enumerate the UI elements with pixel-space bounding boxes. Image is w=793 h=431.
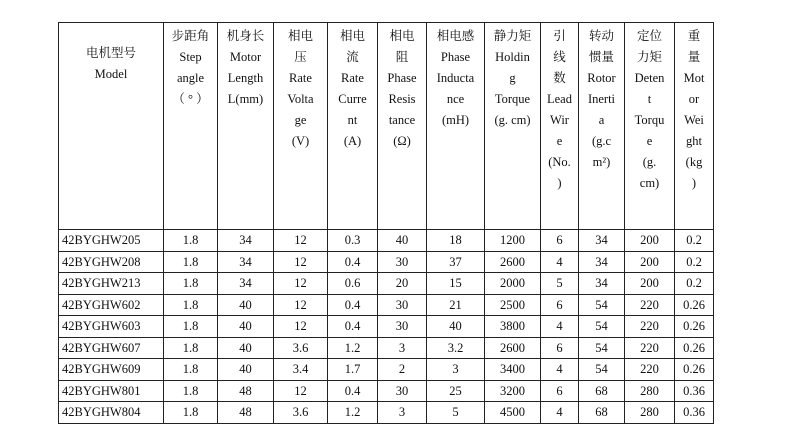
cell-motor-length: 34 bbox=[218, 251, 274, 273]
cell-detent-torque: 280 bbox=[625, 402, 675, 424]
cell-rotor-inertia: 54 bbox=[579, 337, 625, 359]
header-detent-torque bbox=[625, 23, 675, 230]
header-phase-resistance-label: 相电 阻 Phase Resis tance (Ω) bbox=[387, 29, 417, 148]
cell-phase-inductance: 3.2 bbox=[427, 337, 485, 359]
cell-phase-resistance: 30 bbox=[378, 316, 427, 338]
cell-rate-voltage: 12 bbox=[274, 294, 328, 316]
cell-step-angle: 1.8 bbox=[164, 230, 218, 252]
header-phase-inductance bbox=[427, 23, 485, 230]
cell-lead-wire: 4 bbox=[541, 402, 579, 424]
cell-phase-resistance: 40 bbox=[378, 230, 427, 252]
cell-phase-resistance: 30 bbox=[378, 251, 427, 273]
cell-motor-weight: 0.36 bbox=[675, 402, 714, 424]
cell-rotor-inertia: 34 bbox=[579, 230, 625, 252]
cell-model: 42BYGHW801 bbox=[59, 380, 164, 402]
cell-detent-torque: 200 bbox=[625, 273, 675, 295]
cell-motor-weight: 0.26 bbox=[675, 337, 714, 359]
cell-model: 42BYGHW213 bbox=[59, 273, 164, 295]
cell-holding-torque: 3200 bbox=[485, 380, 541, 402]
cell-rate-voltage: 12 bbox=[274, 230, 328, 252]
cell-motor-length: 40 bbox=[218, 294, 274, 316]
cell-phase-resistance: 2 bbox=[378, 359, 427, 381]
cell-rate-current: 0.4 bbox=[328, 380, 378, 402]
cell-motor-length: 48 bbox=[218, 380, 274, 402]
cell-phase-inductance: 25 bbox=[427, 380, 485, 402]
cell-phase-inductance: 15 bbox=[427, 273, 485, 295]
cell-motor-weight: 0.26 bbox=[675, 316, 714, 338]
motor-spec-table bbox=[58, 22, 714, 424]
table-row bbox=[59, 251, 714, 273]
cell-motor-weight: 0.26 bbox=[675, 294, 714, 316]
header-model bbox=[59, 23, 164, 230]
cell-model: 42BYGHW208 bbox=[59, 251, 164, 273]
cell-phase-inductance: 3 bbox=[427, 359, 485, 381]
cell-detent-torque: 220 bbox=[625, 294, 675, 316]
cell-phase-resistance: 30 bbox=[378, 294, 427, 316]
cell-lead-wire: 5 bbox=[541, 273, 579, 295]
header-row bbox=[59, 23, 714, 230]
cell-step-angle: 1.8 bbox=[164, 402, 218, 424]
cell-rotor-inertia: 54 bbox=[579, 359, 625, 381]
cell-lead-wire: 4 bbox=[541, 316, 579, 338]
table-row bbox=[59, 402, 714, 424]
cell-motor-length: 48 bbox=[218, 402, 274, 424]
cell-holding-torque: 4500 bbox=[485, 402, 541, 424]
cell-step-angle: 1.8 bbox=[164, 273, 218, 295]
cell-holding-torque: 1200 bbox=[485, 230, 541, 252]
cell-rate-voltage: 12 bbox=[274, 251, 328, 273]
cell-step-angle: 1.8 bbox=[164, 337, 218, 359]
cell-rate-current: 0.4 bbox=[328, 251, 378, 273]
header-rate-voltage bbox=[274, 23, 328, 230]
cell-detent-torque: 200 bbox=[625, 230, 675, 252]
table-row bbox=[59, 230, 714, 252]
cell-motor-weight: 0.2 bbox=[675, 230, 714, 252]
cell-rate-voltage: 3.4 bbox=[274, 359, 328, 381]
cell-rate-voltage: 12 bbox=[274, 273, 328, 295]
cell-phase-inductance: 21 bbox=[427, 294, 485, 316]
cell-model: 42BYGHW602 bbox=[59, 294, 164, 316]
cell-step-angle: 1.8 bbox=[164, 359, 218, 381]
header-rate-voltage-label: 相电 压 Rate Volta ge (V) bbox=[287, 29, 314, 148]
cell-rotor-inertia: 34 bbox=[579, 273, 625, 295]
cell-lead-wire: 6 bbox=[541, 294, 579, 316]
cell-rate-current: 0.3 bbox=[328, 230, 378, 252]
cell-motor-length: 34 bbox=[218, 273, 274, 295]
header-rotor-inertia bbox=[579, 23, 625, 230]
cell-phase-resistance: 20 bbox=[378, 273, 427, 295]
cell-rate-voltage: 12 bbox=[274, 380, 328, 402]
cell-model: 42BYGHW205 bbox=[59, 230, 164, 252]
header-motor-length bbox=[218, 23, 274, 230]
header-rate-current bbox=[328, 23, 378, 230]
cell-motor-length: 40 bbox=[218, 316, 274, 338]
cell-step-angle: 1.8 bbox=[164, 251, 218, 273]
cell-rotor-inertia: 34 bbox=[579, 251, 625, 273]
header-model-label: 电机型号 Model bbox=[85, 46, 136, 81]
cell-lead-wire: 4 bbox=[541, 359, 579, 381]
cell-rate-current: 1.7 bbox=[328, 359, 378, 381]
cell-rate-voltage: 3.6 bbox=[274, 337, 328, 359]
cell-detent-torque: 200 bbox=[625, 251, 675, 273]
cell-detent-torque: 220 bbox=[625, 359, 675, 381]
cell-phase-resistance: 3 bbox=[378, 337, 427, 359]
cell-holding-torque: 3800 bbox=[485, 316, 541, 338]
cell-rotor-inertia: 68 bbox=[579, 380, 625, 402]
cell-step-angle: 1.8 bbox=[164, 380, 218, 402]
header-rate-current-label: 相电 流 Rate Curre nt (A) bbox=[338, 29, 367, 148]
cell-step-angle: 1.8 bbox=[164, 316, 218, 338]
cell-detent-torque: 280 bbox=[625, 380, 675, 402]
table-row bbox=[59, 337, 714, 359]
header-motor-weight-label: 重 量 Mot or Wei ght (kg ) bbox=[683, 29, 705, 190]
table-row bbox=[59, 380, 714, 402]
cell-phase-inductance: 18 bbox=[427, 230, 485, 252]
cell-lead-wire: 6 bbox=[541, 380, 579, 402]
cell-rate-current: 0.4 bbox=[328, 316, 378, 338]
cell-model: 42BYGHW607 bbox=[59, 337, 164, 359]
cell-model: 42BYGHW609 bbox=[59, 359, 164, 381]
cell-holding-torque: 2000 bbox=[485, 273, 541, 295]
cell-phase-inductance: 40 bbox=[427, 316, 485, 338]
cell-holding-torque: 3400 bbox=[485, 359, 541, 381]
cell-lead-wire: 4 bbox=[541, 251, 579, 273]
cell-motor-length: 40 bbox=[218, 359, 274, 381]
cell-lead-wire: 6 bbox=[541, 230, 579, 252]
table-row bbox=[59, 273, 714, 295]
cell-holding-torque: 2600 bbox=[485, 251, 541, 273]
cell-holding-torque: 2600 bbox=[485, 337, 541, 359]
cell-rotor-inertia: 68 bbox=[579, 402, 625, 424]
cell-phase-inductance: 37 bbox=[427, 251, 485, 273]
header-phase-inductance-label: 相电感 Phase Inducta nce (mH) bbox=[436, 29, 475, 127]
header-holding-torque-label: 静力矩 Holdin g Torque (g. cm) bbox=[493, 29, 532, 127]
cell-motor-weight: 0.2 bbox=[675, 251, 714, 273]
header-step-angle-label: 步距角 Step angle （ ° ） bbox=[171, 29, 210, 106]
cell-rate-current: 1.2 bbox=[328, 337, 378, 359]
header-holding-torque bbox=[485, 23, 541, 230]
cell-motor-weight: 0.36 bbox=[675, 380, 714, 402]
header-step-angle bbox=[164, 23, 218, 230]
cell-rate-voltage: 12 bbox=[274, 316, 328, 338]
table-row bbox=[59, 294, 714, 316]
table-row bbox=[59, 316, 714, 338]
table-row bbox=[59, 359, 714, 381]
cell-model: 42BYGHW603 bbox=[59, 316, 164, 338]
cell-rate-current: 0.4 bbox=[328, 294, 378, 316]
cell-holding-torque: 2500 bbox=[485, 294, 541, 316]
cell-rate-current: 0.6 bbox=[328, 273, 378, 295]
cell-motor-weight: 0.26 bbox=[675, 359, 714, 381]
header-lead-wire-label: 引 线 数 Lead Wir e (No. ) bbox=[547, 29, 572, 190]
cell-motor-length: 40 bbox=[218, 337, 274, 359]
cell-detent-torque: 220 bbox=[625, 316, 675, 338]
cell-rate-voltage: 3.6 bbox=[274, 402, 328, 424]
cell-phase-inductance: 5 bbox=[427, 402, 485, 424]
header-lead-wire bbox=[541, 23, 579, 230]
cell-rotor-inertia: 54 bbox=[579, 316, 625, 338]
cell-phase-resistance: 3 bbox=[378, 402, 427, 424]
header-motor-weight bbox=[675, 23, 714, 230]
cell-lead-wire: 6 bbox=[541, 337, 579, 359]
cell-model: 42BYGHW804 bbox=[59, 402, 164, 424]
header-motor-length-label: 机身长 Motor Length L(mm) bbox=[226, 29, 265, 106]
header-detent-torque-label: 定位 力矩 Deten t Torqu e (g. cm) bbox=[634, 29, 665, 190]
cell-motor-weight: 0.2 bbox=[675, 273, 714, 295]
cell-rotor-inertia: 54 bbox=[579, 294, 625, 316]
header-rotor-inertia-label: 转动 惯量 Rotor Inerti a (g.c m²) bbox=[587, 29, 616, 169]
cell-phase-resistance: 30 bbox=[378, 380, 427, 402]
cell-rate-current: 1.2 bbox=[328, 402, 378, 424]
cell-motor-length: 34 bbox=[218, 230, 274, 252]
header-phase-resistance bbox=[378, 23, 427, 230]
cell-step-angle: 1.8 bbox=[164, 294, 218, 316]
cell-detent-torque: 220 bbox=[625, 337, 675, 359]
